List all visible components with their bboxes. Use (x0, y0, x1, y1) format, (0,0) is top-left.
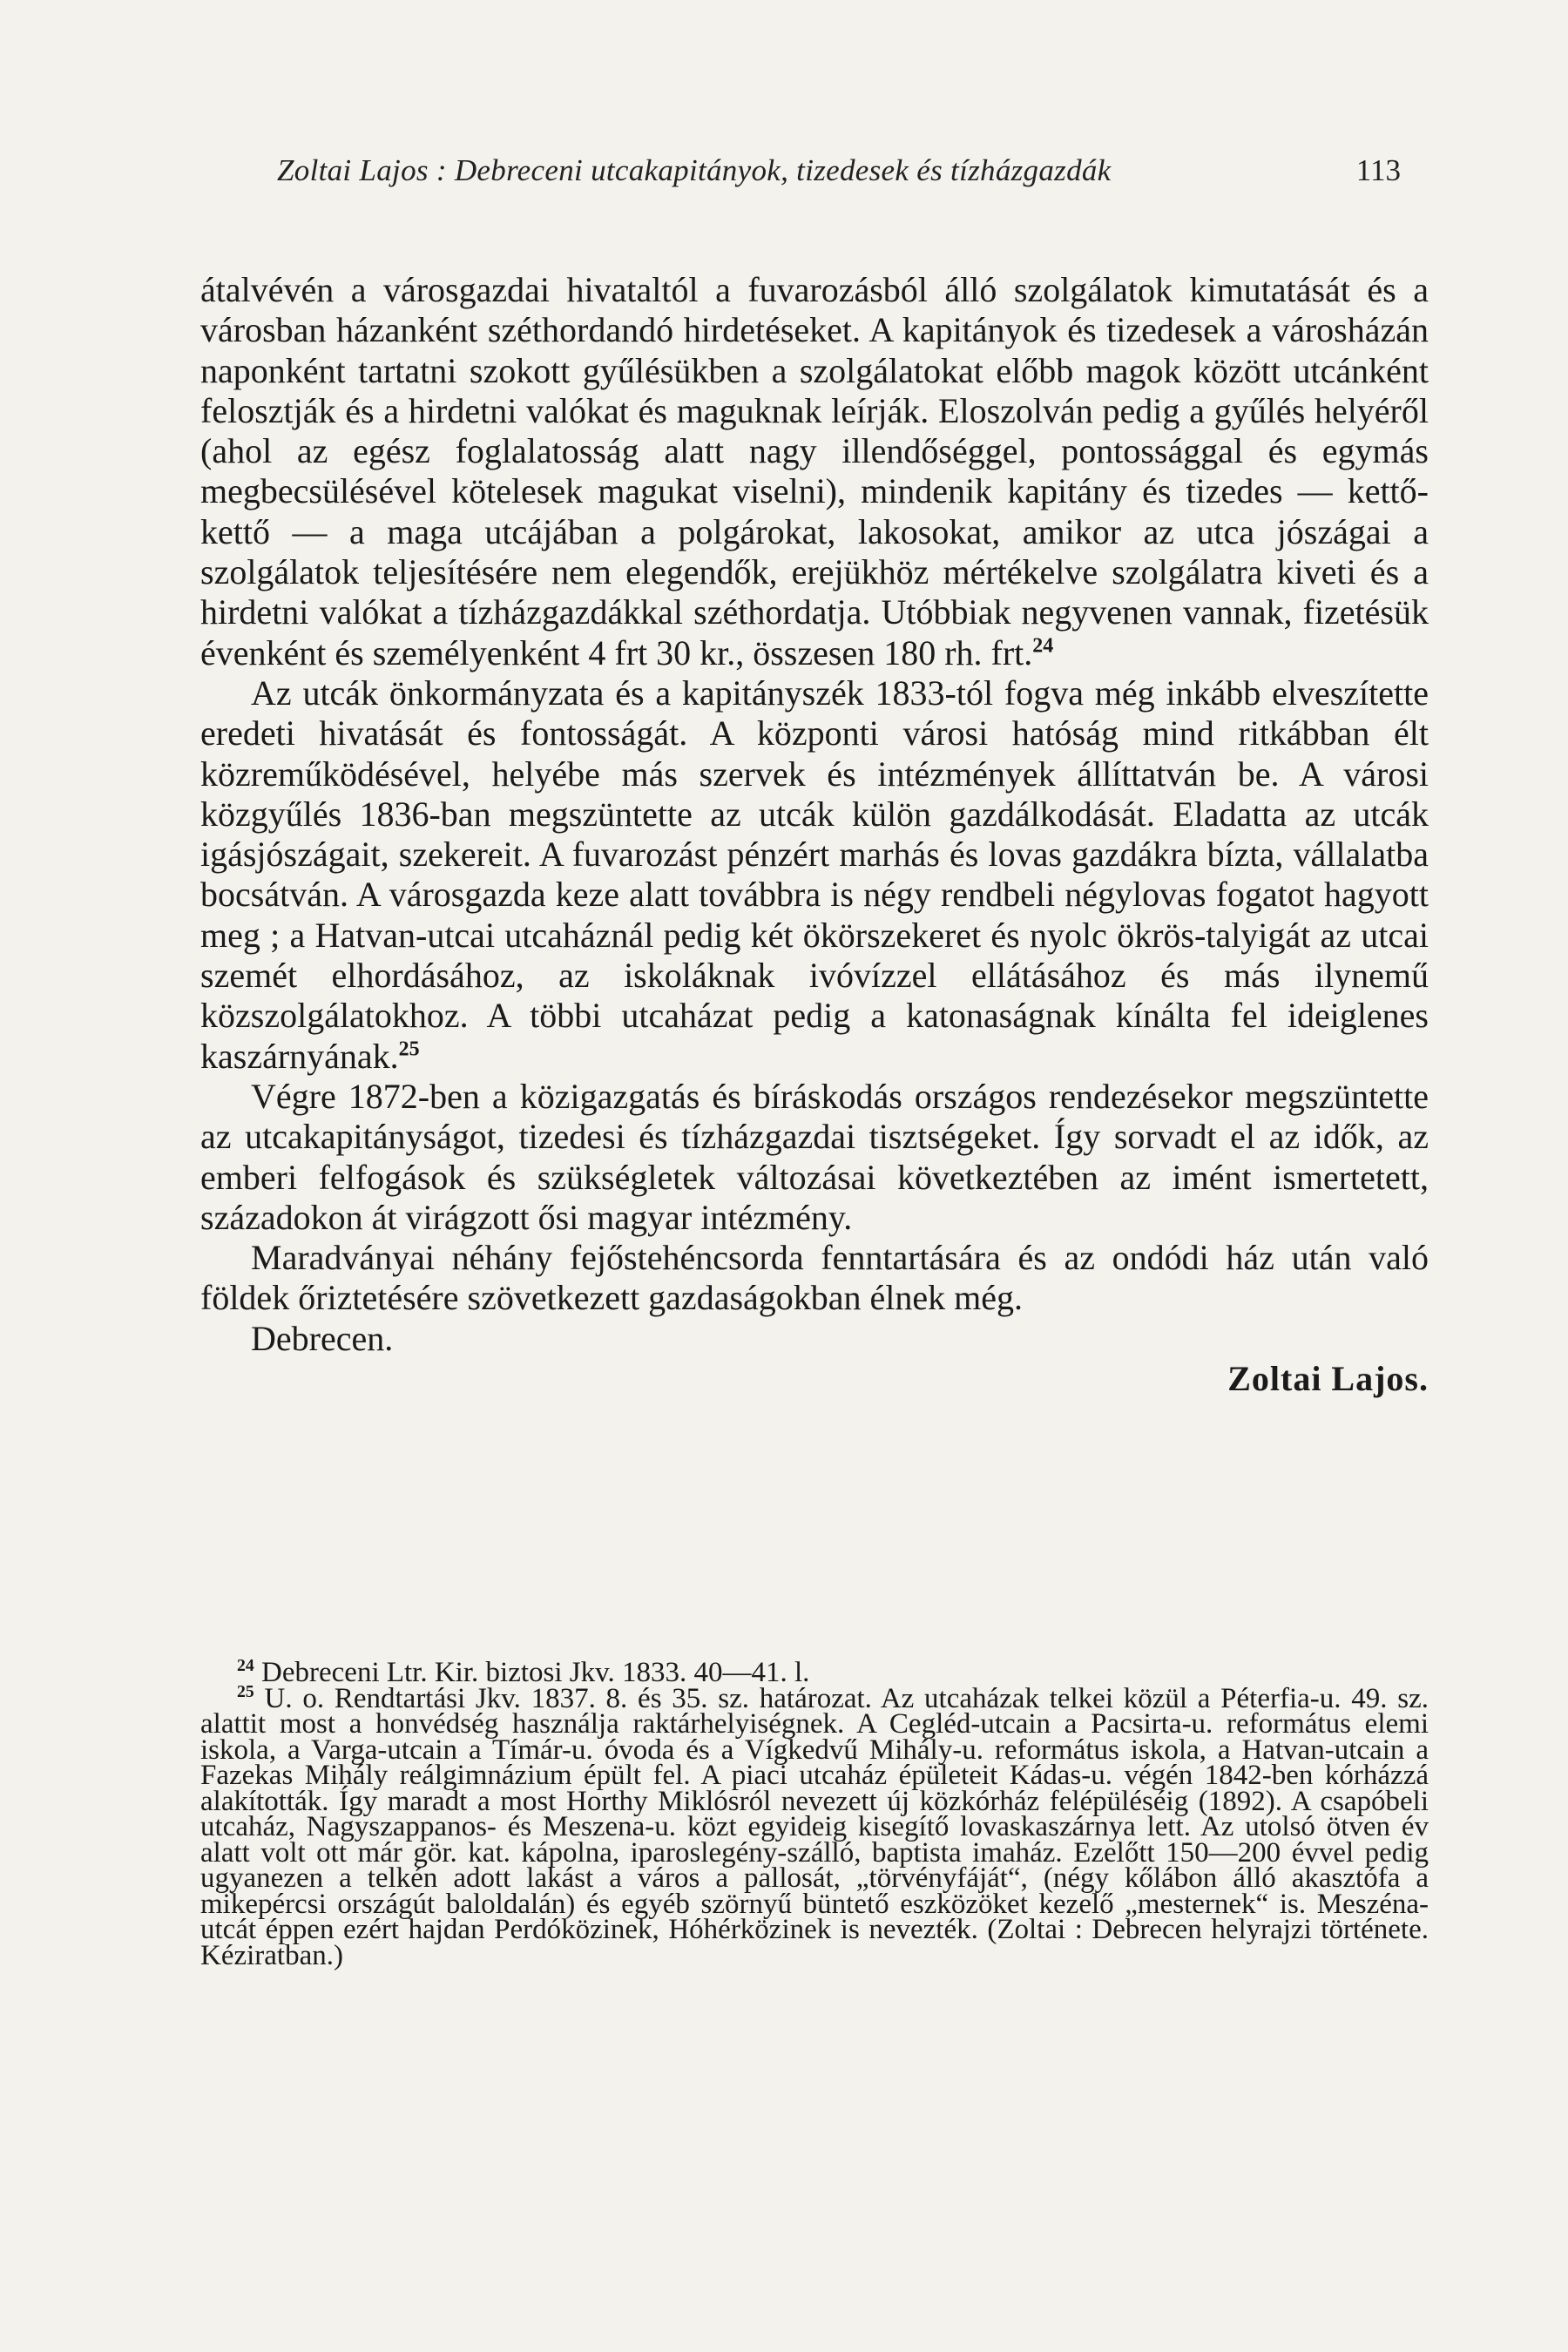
running-title: Zoltai Lajos : Debreceni utcakapitányok, tizedesek és tízházgazdák (277, 153, 1112, 187)
main-text (200, 270, 1429, 1399)
running-header (277, 146, 1401, 195)
footnote: $^{25}$ U. o. Rendtartási Jkv. 1837. 8. és 35. sz. határozat. Az utcaházak telkei közül a Péterfia-u. 49. sz. alattit most a honvédség használja raktárhelyiségnek. A Cegléd-utcain a Pacsirta-u. református elemi iskola, a Varga-utcain a Tímár-u. óvoda és a Vígkedvű Mihály-u. református iskola, a Hatvan-utcain a Fazekas Mihály reálgimnázium épült fel. A piaci utcaház épületeit Kádas-u. végén 1842-ben kórházzá alakították. Így maradt a most Horthy Miklósról nevezett új közkórház felépüléséig (1892). A csapóbeli utcaház, Nagyszappanos- és Meszena-u. közt egyideig kisegítő lovaskaszárnya lett. Az utolsó ötven év alatt volt ott már gör. kat. kápolna, iparoslegény-szálló, baptista imaház. Ezelőtt 150—200 évvel pedig ugyanezen a telkén adott lakást a város a pallosát, „törvényfáját“, (négy kőlábon álló akasztófa a mikepércsi országút baloldalán) és egyéb szörnyű büntető eszközöket kezelő „mesternek“ is. Meszéna-utcát éppen ezért hajdan Perdóközinek, Hóhérközinek is nevezték. (Zoltai : Debrecen helyrajzi története. Kéziratban.) (200, 1681, 1429, 1971)
signature-block (200, 1319, 1429, 1399)
author-signature: Zoltai Lajos. (1227, 1358, 1429, 1398)
footnote: $^{24}$ Debreceni Ltr. Kir. biztosi Jkv. 1833. 40—41. l. (237, 1656, 810, 1688)
paragraph: átalvévén a városgazdai hivataltól a fuvarozásból álló szolgálatok kimutatását és a városban házanként széthordandó hirdetéseket. A kapitányok és tizedesek a városházán naponként tartatni szokott gyűlésükben a szolgálatokat előbb magok között utcánként felosztják és a hirdetni valókat és maguknak leírják. Eloszolván pedig a gyűlés helyéről (ahol az egész foglalatosság alatt nagy illendőséggel, pontossággal és egymás megbecsülésével kötelesek magukat viselni), mindenik kapitány és tizedes — kettő-kettő — a maga utcájában a polgárokat, lakosokat, amikor az utca jószágai a szolgálatok teljesítésére nem elegendők, erejükhöz mértékelve szolgálatra kiveti és a hirdetni valókat a tízházgazdákkal széthordatja. Utóbbiak negyvenen vannak, fizetésük évenként és személyenként 4 frt 30 kr., összesen 180 rh. frt.$^{24}$ (200, 270, 1429, 672)
paragraph: Maradványai néhány fejőstehéncsorda fenntartására és az ondódi ház után való földek őriztetésére szövetkezett gazdaságokban élnek még. (200, 1238, 1429, 1318)
paragraph: Az utcák önkormányzata és a kapitányszék 1833-tól fogva még inkább elveszítette eredeti hivatását és fontosságát. A központi városi hatóság mind ritkábban élt közreműködésével, helyébe más szervek és intézmények állíttatván be. A városi közgyűlés 1836-ban megszüntette az utcák külön gazdálkodását. Eladatta az utcák igásjószágait, szekereit. A fuvarozást pénzért marhás és lovas gazdákra bízta, vállalatba bocsátván. A városgazda keze alatt továbbra is négy rendbeli négylovas fogatot hagyott meg ; a Hatvan-utcai utcaháznál pedig két ökörszekeret és nyolc ökrös-talyigát az utcai szemét elhordásához, az iskoláknak ivóvízzel ellátásához és más ilynemű közszolgálatokhoz. A többi utcaházat pedig a katonaságnak kínálta fel ideiglenes kaszárnyának.$^{25}$ (200, 672, 1429, 1076)
footnote-mark: 25 (237, 1681, 254, 1701)
footnotes (200, 1656, 1429, 1971)
paragraph: Végre 1872-ben a közigazgatás és bíráskodás országos rendezésekor megszüntette az utcakapitányságot, tizedesi és tízházgazdai tisztségeket. Így sorvadt el az idők, az emberi felfogások és szükségletek változásai következtében az imént ismertetett, századokon át virágzott ősi magyar intézmény. (200, 1076, 1429, 1237)
footnote-mark: 24 (237, 1656, 254, 1675)
footnote-reference: 25 (398, 1037, 420, 1061)
place-of-writing: Debrecen. (251, 1318, 394, 1358)
page-number: 113 (1355, 153, 1401, 187)
footnote-reference: 24 (1032, 634, 1054, 658)
